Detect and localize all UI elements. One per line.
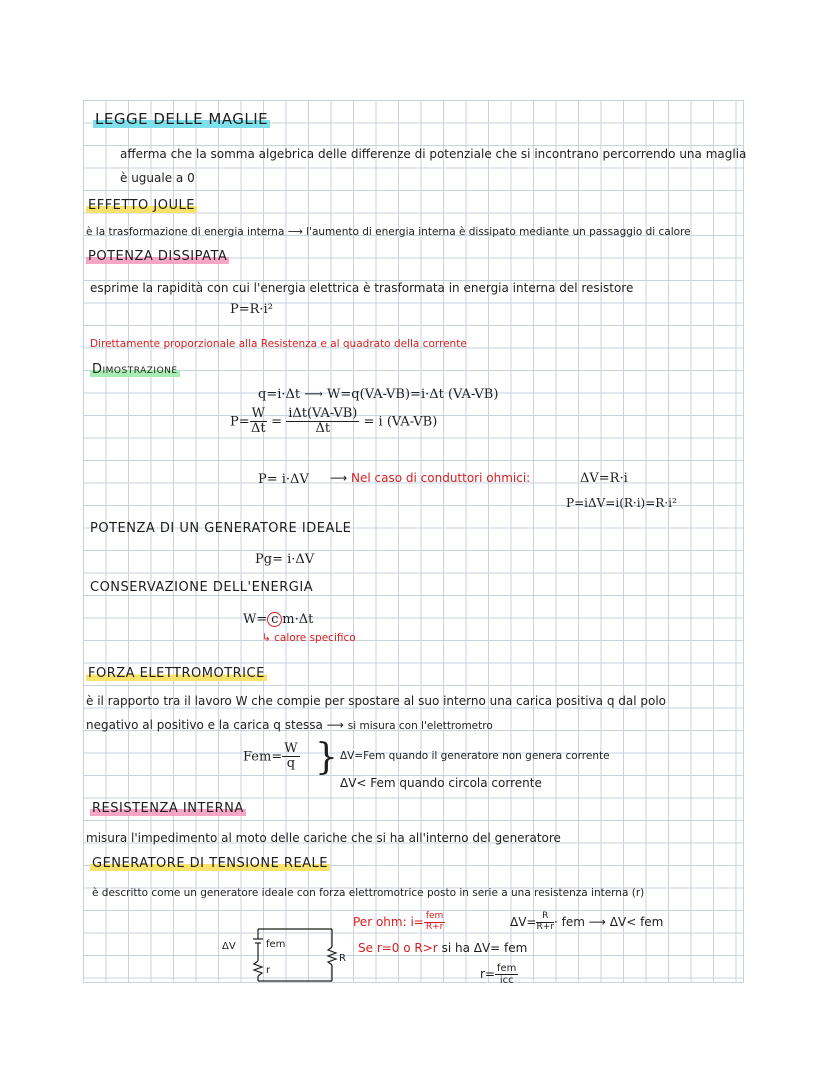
fem-case2: ΔV< Fem quando circola corrente xyxy=(340,776,542,790)
fem-text-1: è il rapporto tra il lavoro W che compie per spostare al suo interno una carica positiva q dal polo xyxy=(86,694,667,708)
circuit-R-label: R xyxy=(339,953,346,964)
section-title-maglie: LEGGE DELLE MAGLIE xyxy=(95,110,269,128)
dim-eq3: P= i·ΔV xyxy=(258,472,309,487)
generatore-reale-text: è descritto come un generatore ideale con forza elettromotrice posto in serie a una resistenza interna (r) xyxy=(92,887,645,899)
fem-case1: ΔV=Fem quando il generatore non genera corrente xyxy=(340,750,610,762)
section-title-joule: EFFETTO JOULE xyxy=(88,198,195,213)
ohmic-eq1: ΔV=R·i xyxy=(580,471,628,486)
potenza-formula: P=R·i² xyxy=(230,302,273,317)
potenza-text-1: esprime la rapidità con cui l'energia elettrica è trasformata in energia interna del resistore xyxy=(90,281,634,295)
ohmic-eq2: P=iΔV=i(R·i)=R·i² xyxy=(566,496,677,510)
dv-formula: ΔV= $\frac{R}{R+r}$ · fem ⟶ ΔV< fem xyxy=(510,911,664,932)
section-title-generatore-reale: GENERATORE DI TENSIONE REALE xyxy=(92,856,329,871)
case-condition: Se r=0 o R>r si ha ΔV= fem xyxy=(358,941,528,955)
section-title-fem: FORZA ELETTROMOTRICE xyxy=(88,666,265,681)
circuit-fem-label: fem xyxy=(266,939,286,950)
conservazione-formula: W= c m·Δt xyxy=(243,612,314,627)
dim-eq2: P= $\frac{W}{\Delta t}$ = $\frac{\text{iΔt(VA-VB)}}{\Delta t}$ = i (VA-VB) xyxy=(230,406,438,437)
section-title-generatore-ideale: POTENZA DI UN GENERATORE IDEALE xyxy=(90,521,352,536)
potenza-note: Direttamente proporzionale alla Resistenza e al quadrato della corrente xyxy=(90,338,467,350)
circuit-r-label: r xyxy=(266,965,271,976)
arrow-icon: ⟶ xyxy=(304,387,323,402)
brace-icon: } xyxy=(315,737,338,778)
resistor-R-icon xyxy=(328,947,336,965)
arrow-icon: ⟶ xyxy=(287,226,303,238)
section-title-dimostrazione: Dimostrazione xyxy=(92,362,178,377)
generatore-ideale-formula: Pg= i·ΔV xyxy=(255,552,315,567)
maglie-text-1: afferma che la somma algebrica delle differenze di potenziale che si incontrano percorrendo una maglia xyxy=(120,147,747,161)
joule-text-1: è la trasformazione di energia interna ⟶ l'aumento di energia interna è dissipato mediante un passaggio di calore xyxy=(86,226,691,238)
arrow-icon: ⟶ xyxy=(326,718,344,732)
dim-eq1: q=i·Δt ⟶ W=q(VA-VB)=i·Δt (VA-VB) xyxy=(258,387,499,402)
circuit-dv-label: ΔV xyxy=(222,941,236,952)
resistor-r-icon xyxy=(254,961,262,976)
maglie-text-2: è uguale a 0 xyxy=(120,171,195,185)
section-title-resistenza: RESISTENZA INTERNA xyxy=(92,801,244,816)
fem-text-2: negativo al positivo e la carica q stessa ⟶ si misura con l'elettrometro xyxy=(86,718,493,732)
section-title-potenza: POTENZA DISSIPATA xyxy=(88,249,228,264)
r-formula: r= $\frac{\text{fem}}{\text{icc}}$ xyxy=(480,963,517,986)
section-title-conservazione: CONSERVAZIONE DELL'ENERGIA xyxy=(90,580,314,595)
arrow-icon: ⟶ xyxy=(588,914,606,929)
ohm-formula: Per ohm: i= $\frac{\text{fem}}{R+r}$ xyxy=(353,911,444,932)
resistenza-text-1: misura l'impedimento al moto delle cariche che si ha all'interno del generatore xyxy=(86,831,561,845)
conservazione-note: ↳ calore specifico xyxy=(262,632,356,644)
arrow-icon: ⟶ xyxy=(330,471,348,485)
fem-formula: Fem= $\frac{W}{q}$ xyxy=(243,741,298,772)
circuit-diagram xyxy=(220,925,350,987)
c-circle: c xyxy=(267,612,282,627)
ohmic-note: ⟶ Nel caso di conduttori ohmici: xyxy=(330,471,531,485)
